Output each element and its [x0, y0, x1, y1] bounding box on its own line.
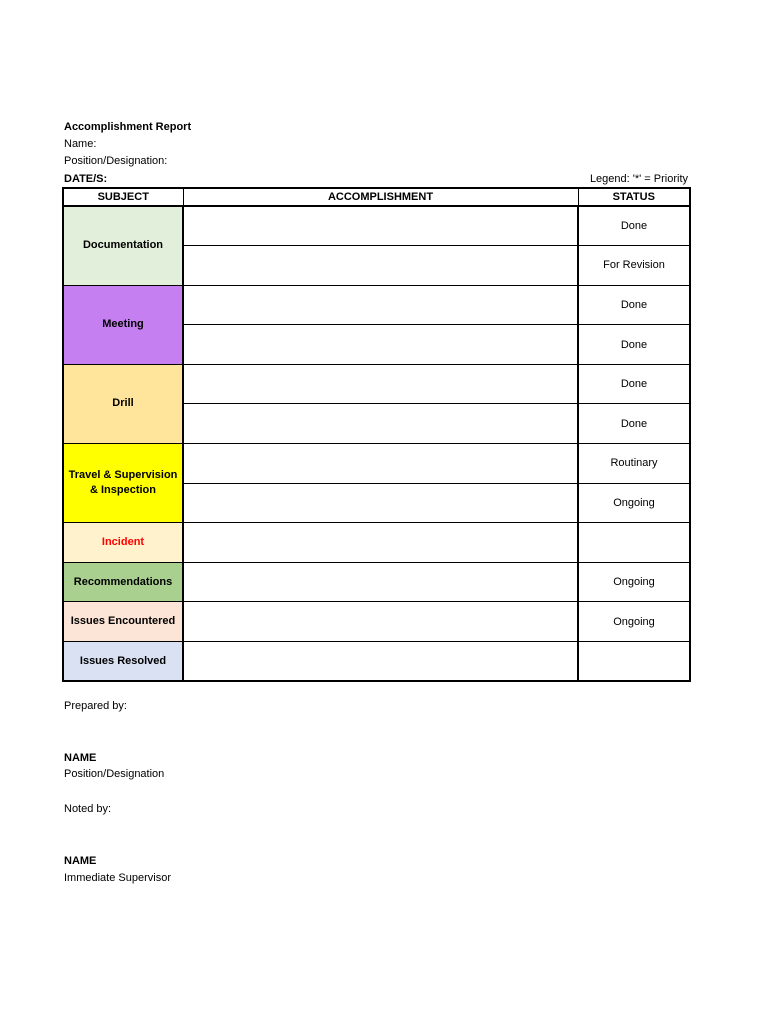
- accomplishment-cell[interactable]: [183, 523, 578, 563]
- subject-cell: Issues Resolved: [63, 642, 183, 682]
- subject-cell: Drill: [63, 364, 183, 443]
- column-header-accomplishment: ACCOMPLISHMENT: [183, 188, 578, 206]
- status-cell: Done: [578, 364, 690, 404]
- status-cell: Done: [578, 206, 690, 246]
- table-row: [63, 364, 690, 404]
- subject-cell: Issues Encountered: [63, 602, 183, 642]
- table-row: [63, 642, 690, 682]
- report-title: Accomplishment Report: [64, 121, 192, 133]
- table-row: [63, 285, 690, 325]
- table-row: [63, 602, 690, 642]
- status-cell: Ongoing: [578, 483, 690, 523]
- accomplishment-cell[interactable]: [183, 246, 578, 286]
- table-row: [63, 562, 690, 602]
- accomplishment-cell[interactable]: [183, 642, 578, 682]
- accomplishment-cell[interactable]: [183, 206, 578, 246]
- table-body: [63, 206, 690, 681]
- status-cell: Ongoing: [578, 602, 690, 642]
- status-cell: For Revision: [578, 246, 690, 286]
- status-cell: [578, 642, 690, 682]
- status-cell: [578, 523, 690, 563]
- column-header-subject: SUBJECT: [63, 188, 183, 206]
- noted-by-label: Noted by:: [64, 803, 112, 815]
- accomplishment-cell[interactable]: [183, 325, 578, 365]
- accomplishment-cell[interactable]: [183, 444, 578, 484]
- subject-cell: Incident: [63, 523, 183, 563]
- subject-cell: Documentation: [63, 206, 183, 285]
- noted-by-name: NAME: [64, 855, 97, 867]
- dates-label: DATE/S:: [64, 173, 108, 185]
- status-cell: Done: [578, 404, 690, 444]
- prepared-by-position: Position/Designation: [64, 768, 165, 780]
- accomplishment-cell[interactable]: [183, 364, 578, 404]
- table-row: [63, 444, 690, 484]
- accomplishment-cell[interactable]: [183, 285, 578, 325]
- accomplishment-table: [62, 187, 691, 682]
- table-header-row: [63, 188, 690, 206]
- prepared-by-name: NAME: [64, 752, 97, 764]
- noted-by-position: Immediate Supervisor: [64, 872, 171, 884]
- status-cell: Routinary: [578, 444, 690, 484]
- accomplishment-cell[interactable]: [183, 562, 578, 602]
- status-cell: Done: [578, 325, 690, 365]
- table-row: [63, 523, 690, 563]
- table-row: [63, 206, 690, 246]
- status-cell: Done: [578, 285, 690, 325]
- subject-cell: Recommendations: [63, 562, 183, 602]
- position-label: Position/Designation:: [64, 155, 168, 167]
- accomplishment-cell[interactable]: [183, 404, 578, 444]
- subject-cell: Meeting: [63, 285, 183, 364]
- status-cell: Ongoing: [578, 562, 690, 602]
- accomplishment-cell[interactable]: [183, 483, 578, 523]
- legend-text: Legend: '*' = Priority: [589, 173, 688, 185]
- subject-cell: Travel & Supervision & Inspection: [63, 444, 183, 523]
- prepared-by-label: Prepared by:: [64, 700, 127, 712]
- name-label: Name:: [64, 138, 97, 150]
- column-header-status: STATUS: [578, 188, 690, 206]
- accomplishment-cell[interactable]: [183, 602, 578, 642]
